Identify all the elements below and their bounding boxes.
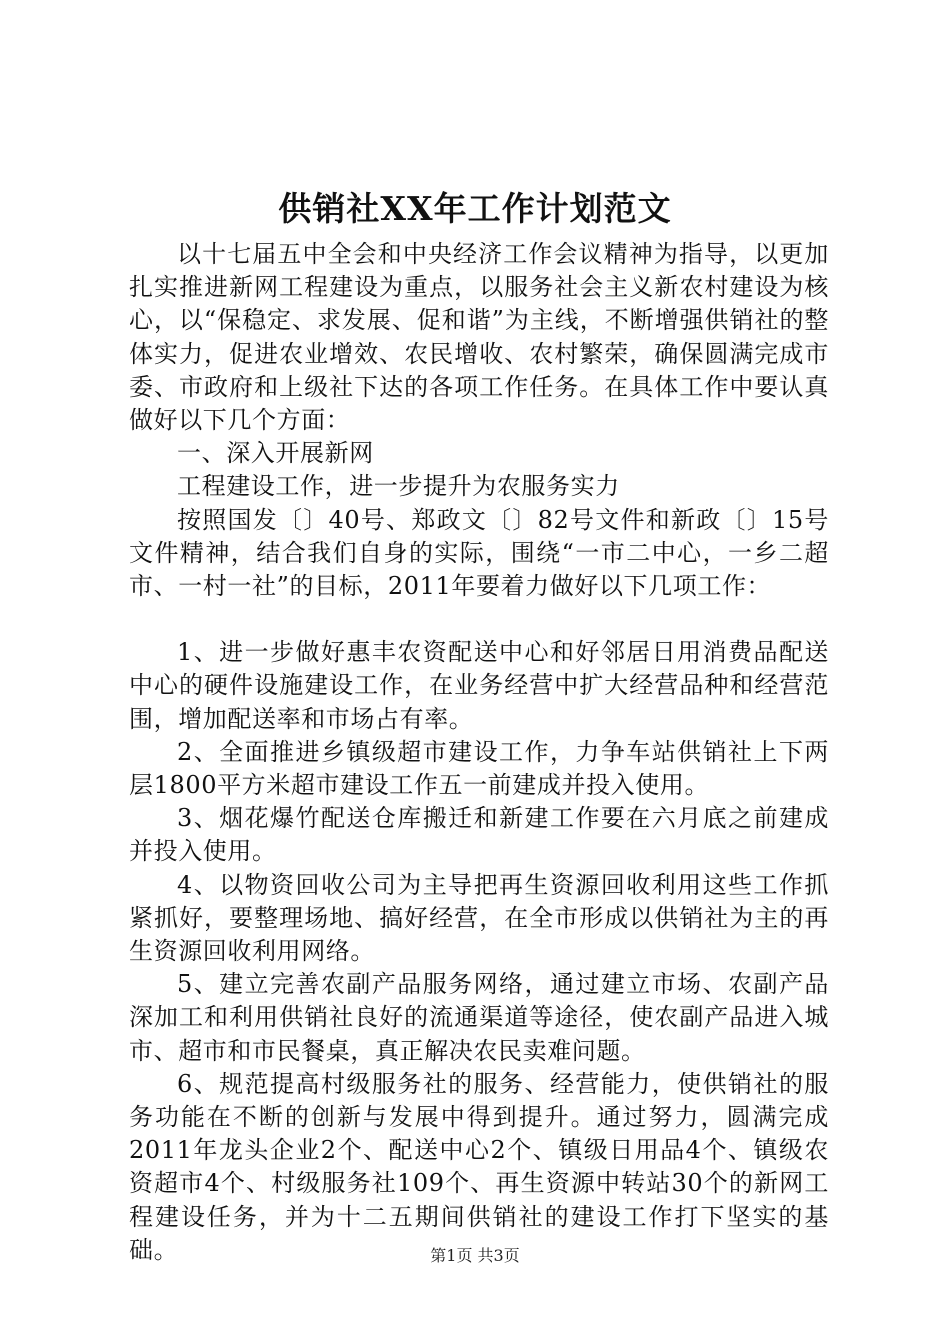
- intro-paragraph: 以十七届五中全会和中央经济工作会议精神为指导，以更加扎实推进新网工程建设为重点，以服务社会主义新农村建设为核心，以“保稳定、求发展、促和谐”为主线，不断增强供销社的整体实力，促进农业增效、农民增收、农村繁荣，确保圆满完成市委、市政府和上级社下达的各项工作任务。在具体工作中要认真做好以下几个方面：: [129, 240, 829, 435]
- page-footer: 第1页 共3页: [430, 1246, 520, 1265]
- task-item-4: 4、以物资回收公司为主导把再生资源回收利用这些工作抓紧抓好，要整理场地、搞好经营，在全市形成以供销社为主的再生资源回收利用网络。: [129, 870, 829, 966]
- policy-paragraph: 按照国发〔〕40号、郑政文〔〕82号文件和新政〔〕15号文件精神，结合我们自身的实际，围绕“一市二中心，一乡二超市、一村一社”的目标，2011年要着力做好以下几项工作：: [129, 505, 829, 601]
- task-item-3: 3、烟花爆竹配送仓库搬迁和新建工作要在六月底之前建成并投入使用。: [129, 804, 829, 866]
- task-item-5: 5、建立完善农副产品服务网络，通过建立市场、农副产品深加工和利用供销社良好的流通渠道等途径，使农副产品进入城市、超市和市民餐桌，真正解决农民卖难问题。: [129, 970, 829, 1065]
- document-body: [129, 238, 829, 1267]
- task-item-6: 6、规范提高村级服务社的服务、经营能力，使供销社的服务功能在不断的创新与发展中得到提升。通过努力，圆满完成2011年龙头企业2个、配送中心2个、镇级日用品4个、镇级农资超市4个、村级服务社109个、再生资源中转站30个的新网工程建设任务，并为十二五期间供销社的建设工作打下坚实的基础。: [129, 1069, 829, 1264]
- section-heading-part-1: 一、深入开展新网: [177, 439, 374, 468]
- document-title: 供销社XX年工作计划范文: [278, 189, 672, 228]
- task-item-2: 2、全面推进乡镇级超市建设工作，力争车站供销社上下两层1800平方米超市建设工作五一前建成并投入使用。: [129, 737, 829, 800]
- task-item-1: 1、进一步做好惠丰农资配送中心和好邻居日用消费品配送中心的硬件设施建设工作，在业务经营中扩大经营品种和经营范围，增加配送率和市场占有率。: [129, 638, 829, 733]
- section-heading-part-2: 工程建设工作，进一步提升为农服务实力: [177, 472, 620, 501]
